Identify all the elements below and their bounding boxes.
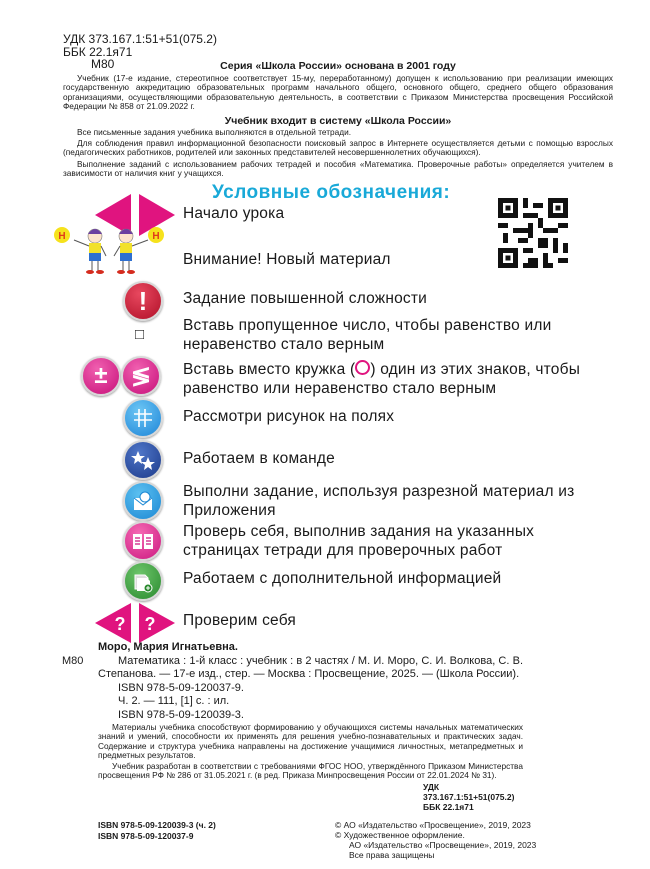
legend-new-material: Внимание! Новый материал xyxy=(183,251,391,268)
check-yourself-arrows-icon xyxy=(93,603,177,643)
system-paragraph: Все письменные задания учебника выполняются в отдельной тетради. xyxy=(77,126,352,137)
legend-check-notebook: Проверь себя, выполнив задания на указанных страницах тетради для проверочных работ xyxy=(183,523,535,559)
isbn-part2: ISBN 978-5-09-120039-3 (ч. 2) xyxy=(98,820,216,831)
system-paragraphs xyxy=(63,128,613,179)
system-title: Учебник входит в систему «Школа России» xyxy=(224,114,452,127)
bib-udk: УДК 373.167.1:51+51(075.2) xyxy=(423,782,515,803)
legend-comparison xyxy=(183,360,583,398)
legend-missing-number: Вставь пропущенное число, чтобы равенство или неравенство стало верным xyxy=(183,317,552,353)
cutout-material-icon xyxy=(123,481,163,521)
bib-bbk: ББК 22.1я71 xyxy=(423,802,474,813)
legend-extra-info: Работаем с дополнительной информацией xyxy=(183,570,502,587)
copyright-line: © Художественное оформление. xyxy=(335,830,465,841)
legend-cutout: Выполни задание, используя разрезной материал из Приложения xyxy=(183,483,575,519)
bib-isbn: ISBN 978-5-09-120037-9. xyxy=(118,681,244,694)
legend-check-yourself: Проверим себя xyxy=(183,612,297,629)
folder-plus-icon xyxy=(123,561,163,601)
bib-classification xyxy=(98,782,523,812)
circle-icon xyxy=(355,360,370,375)
series-paragraph: Учебник (17-е издание, стереотипное соответствует 15-му, переработанному) допущен к использованию при реализации имеющих государственную аккредитацию образовательных программ начального общего, основного общего, среднего общего образования организациями, осуществляющими образовательную деятельность, в соответствии с Приказом Министерства просвещения Российской Федерации № 858 от 21.09.2022 г. xyxy=(63,73,613,112)
series-title: Серия «Школа России» основана в 2001 году xyxy=(220,60,456,72)
new-badge: Н xyxy=(152,231,160,242)
legend-teamwork: Работаем в команде xyxy=(183,450,335,467)
new-badge: Н xyxy=(58,231,66,242)
legend-title: Условные обозначения: xyxy=(212,181,451,203)
bib-code: М80 xyxy=(62,654,84,667)
plus-minus-icon: ± xyxy=(81,356,121,396)
bib-author: Моро, Мария Игнатьевна. xyxy=(98,641,238,653)
copyright-line: Все права защищены xyxy=(349,850,435,861)
copyright-line: АО «Издательство «Просвещение», 2019, 2023 xyxy=(349,840,537,851)
question-glyph: ? xyxy=(114,614,126,634)
legend-lesson-start: Начало урока xyxy=(183,205,285,222)
bibliographic-record xyxy=(62,641,617,860)
grid-icon xyxy=(123,398,163,438)
bib-annotation: Материалы учебника способствуют формированию у обучающихся системы начальных математических знаний и умений, способности их применять для решения учебно-познавательных и практических задач. Содержание и структура учебника направлены на достижение учащимися личностных, метапредметных и предметных результатов. xyxy=(98,722,523,761)
comparison-icon: ≶ xyxy=(121,356,161,396)
question-glyph: ? xyxy=(144,614,156,634)
isbn-set: ISBN 978-5-09-120037-9 xyxy=(98,831,194,842)
stars-icon xyxy=(123,440,163,480)
bib-isbn-part: ISBN 978-5-09-120039-3. xyxy=(118,708,244,721)
empty-square-icon: □ xyxy=(135,326,145,343)
legend-comparison-text: ) один из этих знаков, чтобы равенство или неравенство стало верным xyxy=(183,361,581,397)
legend-hard-task: Задание повышенной сложности xyxy=(183,290,428,307)
system-paragraph: Для соблюдения правил информационной безопасности поисковый запрос в Интернете осуществляется детьми с помощью взрослых (педагогических работников, родителей или законных представителей несовершеннолетних обучающихся). xyxy=(63,138,613,158)
system-paragraph: Выполнение заданий с использованием рабочих тетрадей и пособия «Математика. Проверочные работы» определяется учителем в зависимости от наличия книг у учащихся. xyxy=(63,158,613,179)
book-icon xyxy=(123,521,163,561)
udk: УДК 373.167.1:51+51(075.2) xyxy=(63,32,217,46)
footer-isbn xyxy=(62,820,335,860)
bib-description: Математика : 1-й класс : учебник : в 2 частях / М. И. Моро, С. И. Волкова, С. В. Степанова. — 17-е изд., стер. — Москва : Просвещение, 2025. — (Школа России). xyxy=(98,654,523,680)
kids-new-material-icon xyxy=(52,222,168,278)
exclamation-icon: ! xyxy=(123,281,163,321)
bbk: ББК 22.1я71 xyxy=(63,45,133,59)
bib-fgos: Учебник разработан в соответствии с требованиями ФГОС НОО, утверждённого Приказом Министерства просвещения РФ № 286 от 31.05.2021 г. (в ред. Приказа Минпросвещения России от 22.01.2024 № 31). xyxy=(98,760,523,781)
legend-look-picture: Рассмотри рисунок на полях xyxy=(183,408,395,425)
author-code: М80 xyxy=(91,57,115,71)
copyright-line: © АО «Издательство «Просвещение», 2019, 2023 xyxy=(335,820,531,831)
legend-comparison-text: Вставь вместо кружка ( xyxy=(183,361,356,378)
copyright-block xyxy=(335,820,536,860)
bib-part: Ч. 2. — 111, [1] с. : ил. xyxy=(118,695,230,707)
imprint-top xyxy=(63,33,613,203)
